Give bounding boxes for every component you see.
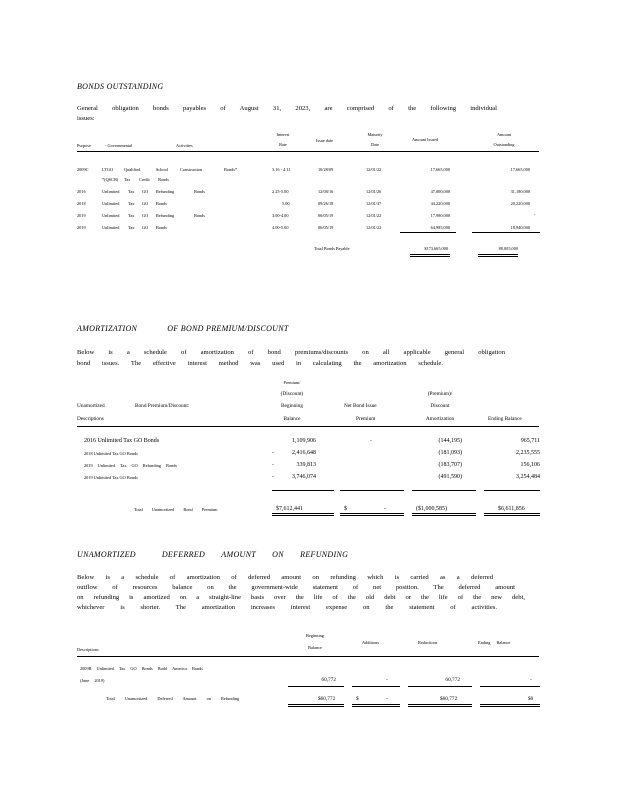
- amort-net-total-double-rule: [340, 513, 404, 516]
- table-row: 2019 Unlimited Tax GO Refunding Bonds: [84, 463, 178, 468]
- issued-subtotal-rule: [400, 232, 456, 233]
- row-outstanding: 31,180,000: [510, 189, 530, 194]
- amort-row-beg: 2,416,648: [292, 450, 316, 456]
- amort-col-net-2: Premium: [356, 416, 376, 422]
- row-type: Unlimited: [102, 189, 120, 194]
- deferred-col-red: Reductions: [418, 640, 438, 645]
- deferred-row-red: 60,772: [445, 677, 460, 683]
- row-desc: Construction: [180, 167, 203, 172]
- col-issue-date: Issue date: [316, 138, 334, 143]
- amort-col-beg-4: Balance: [283, 416, 301, 422]
- amort-col-bond-prem: Bond Premium/Discount:: [135, 403, 190, 409]
- amort-header-rule: [77, 426, 539, 427]
- table-row: 2018 Unlimited Tax GO Bonds: [84, 451, 138, 456]
- deferred-col-beg-1: Beginning: [306, 633, 324, 638]
- amort-col-am-3: Amortization: [425, 416, 455, 422]
- amort-total-end: $6,611,856: [498, 506, 525, 512]
- amort-row-end: 3,254,484: [516, 474, 540, 480]
- amort-row-beg: 3,746,074: [292, 474, 316, 480]
- row-issued: 47,000,000: [430, 189, 450, 194]
- col-governmental: - Governmental: [105, 143, 133, 148]
- deferred-header-rule: [77, 656, 539, 657]
- amort-title: [77, 324, 289, 333]
- table-row: 2016 Unlimited Tax GO Bonds: [84, 438, 160, 444]
- row-issue-date: 09/26/18: [318, 201, 334, 206]
- row-desc: Tax: [128, 213, 135, 218]
- amort-row-amort: (181,093): [438, 450, 462, 456]
- row-rate: 5.00: [282, 201, 290, 206]
- deferred-end-subtotal-rule: [480, 686, 540, 687]
- amort-row-beg: 339,813: [296, 462, 316, 468]
- deferred-title-a: UNAMORTIZED: [77, 550, 136, 559]
- amort-col-end: Ending Balance: [488, 416, 522, 422]
- col-interest-2: Rate: [279, 142, 287, 147]
- outstanding-subtotal-rule: [472, 232, 540, 233]
- deferred-intro-line2: outflow of resources balance on the government-wide statement of net position. The deferred amount: [77, 584, 515, 591]
- row-desc: Bonds: [194, 189, 205, 194]
- amort-am-total-double-rule: [412, 513, 476, 516]
- amort-row-dash: -: [272, 450, 274, 456]
- deferred-intro-line1: Below is a schedule of amortization of deferred amount on refunding which is carried as a deferred: [77, 574, 493, 581]
- row-year: 2009C: [77, 167, 89, 172]
- amort-intro-line1: Below is a schedule of amortization of bond premiums/discounts on all applicable general obligation: [77, 349, 505, 356]
- amort-total-label: Total Unamortized Bond Premium: [134, 507, 218, 512]
- row-type: *(QSCB): [102, 177, 119, 182]
- row-issue-date: 06/05/19: [318, 225, 334, 230]
- deferred-total-red: $60,772: [440, 696, 458, 702]
- row-desc: GO: [142, 201, 149, 206]
- col-maturity-1: Maturity: [367, 132, 383, 137]
- row-desc: School: [156, 167, 168, 172]
- row-year: 2018: [77, 201, 86, 206]
- amort-row-end: 156,106: [520, 462, 540, 468]
- amort-row-dash: -: [272, 462, 274, 468]
- amort-title-b: OF BOND PREMIUM/DISCOUNT: [167, 324, 289, 333]
- amort-end-total-double-rule: [484, 513, 540, 516]
- row-type: Unlimited: [102, 225, 120, 230]
- deferred-red-total-double-rule: [408, 704, 472, 707]
- row-desc: GO: [142, 189, 149, 194]
- row-year: 2016: [77, 189, 86, 194]
- deferred-end-total-double-rule: [480, 704, 540, 707]
- row-desc: Tax: [128, 201, 135, 206]
- row-desc: Bonds: [194, 213, 205, 218]
- row-rate: 4.00-5.00: [272, 225, 289, 230]
- row-maturity: 12/01/22: [366, 225, 382, 230]
- amort-beg-subtotal-rule: [272, 490, 334, 491]
- amort-total-net-sym: $: [344, 506, 347, 512]
- row-issue-date: 12/08/16: [318, 189, 334, 194]
- col-maturity-2: Date: [370, 142, 380, 147]
- bonds-total-issued: $173,665,000: [424, 246, 448, 251]
- deferred-total-add-sym: $: [356, 696, 359, 702]
- row-desc: Refunding: [156, 213, 175, 218]
- row-maturity: 12/01/26: [366, 189, 382, 194]
- deferred-total-label: Total Unamortized Deferred Amount on Refunding: [106, 696, 240, 701]
- row-maturity: 12/01/22: [366, 213, 382, 218]
- amort-col-am-1: (Premium)/: [427, 391, 453, 397]
- amort-total-amort: ($1,000,585): [416, 506, 447, 512]
- deferred-row-desc-2: (June 2019): [80, 678, 105, 683]
- row-year: 2019: [77, 213, 86, 218]
- row-desc: Bonds: [156, 225, 167, 230]
- deferred-beg-subtotal-rule: [288, 686, 344, 687]
- deferred-row-end: -: [530, 677, 532, 683]
- amort-row-beg: 1,109,906: [292, 438, 316, 444]
- row-issued: 17,665,000: [430, 167, 450, 172]
- amort-col-descriptions: Descriptions: [77, 416, 104, 422]
- col-purpose: Purpose: [77, 143, 91, 148]
- amort-row-dash: -: [272, 474, 274, 480]
- bonds-title: BONDS OUTSTANDING: [77, 82, 164, 91]
- bonds-intro-line2: issues:: [77, 115, 95, 122]
- row-outstanding: 20,220,000: [510, 201, 530, 206]
- bonds-total-label: Total Bonds Payable: [314, 246, 350, 251]
- issued-total-double-rule: [410, 254, 450, 257]
- deferred-total-beg: $60,772: [318, 696, 336, 702]
- row-issued: 17,980,000: [430, 213, 450, 218]
- deferred-intro-line3: on refunding is amortized on a straight-line basis over the life of the old debt or the life of the new debt,: [77, 594, 525, 601]
- amort-end-subtotal-rule: [484, 490, 540, 491]
- col-outstanding-1: Amount: [496, 132, 512, 137]
- amort-total-beg: $7,612,441: [276, 506, 303, 512]
- amort-row-end: 965,711: [520, 438, 540, 444]
- row-type: Unlimited: [102, 201, 120, 206]
- row-dash: -: [534, 212, 536, 217]
- bonds-header-rule: [77, 151, 539, 152]
- row-desc: Tax: [128, 225, 135, 230]
- table-row: [77, 167, 88, 172]
- deferred-row-beg: 60,772: [321, 677, 336, 683]
- row-desc: Tax: [124, 177, 131, 182]
- outstanding-total-double-rule: [478, 254, 518, 257]
- row-desc: GO: [142, 213, 149, 218]
- table-row: 2009B Unlimited Tax GO Bonds Build America Bonds: [80, 666, 203, 671]
- amort-col-beg-3: Beginning: [280, 403, 304, 409]
- deferred-title: [77, 550, 348, 559]
- amort-title-a: AMORTIZATION: [77, 324, 138, 333]
- deferred-add-subtotal-rule: [352, 686, 400, 687]
- deferred-title-b: DEFERRED AMOUNT ON REFUNDING: [161, 550, 349, 559]
- amort-col-net-1: Net Bond Issue: [344, 403, 377, 409]
- col-activities: Activities: [176, 143, 193, 148]
- row-type: LTGO: [102, 167, 114, 172]
- amort-beg-total-double-rule: [272, 513, 334, 516]
- deferred-red-subtotal-rule: [408, 686, 472, 687]
- amort-col-unamortized: Unamortized: [77, 403, 105, 409]
- amort-total-net: -: [384, 506, 386, 512]
- deferred-total-end: $0: [528, 696, 534, 702]
- row-desc: Bonds: [158, 177, 169, 182]
- row-issue-date: 10/28/09: [318, 167, 334, 172]
- amort-row-amort: (183,707): [438, 462, 462, 468]
- amort-net-subtotal-rule: [340, 490, 404, 491]
- row-maturity: 12/01/22: [366, 167, 382, 172]
- deferred-col-beg-2: Balance: [308, 645, 322, 650]
- row-issued: 44,220,000: [430, 201, 450, 206]
- col-outstanding-2: Outstanding: [493, 142, 515, 147]
- table-row: 2019 Unlimited Tax GO Bonds: [84, 475, 138, 480]
- amort-row-amort: (491,590): [438, 474, 462, 480]
- row-rate: 3.00-4.00: [272, 213, 289, 218]
- row-type: Unlimited: [102, 213, 120, 218]
- row-desc: Credit: [139, 177, 150, 182]
- deferred-add-total-double-rule: [352, 704, 400, 707]
- row-desc: Tax: [128, 189, 135, 194]
- row-outstanding: 17,665,000: [510, 167, 530, 172]
- deferred-col-descriptions: Descriptions: [77, 647, 99, 652]
- amort-row-end: 2,235,555: [516, 450, 540, 456]
- deferred-col-end: Ending Balance: [478, 640, 511, 645]
- row-outstanding: 18,940,000: [510, 225, 530, 230]
- row-rate: 3.16 - 4.11: [272, 167, 291, 172]
- amort-col-beg-2: (Discount): [280, 391, 304, 397]
- row-desc: Qualified: [124, 167, 141, 172]
- deferred-col-add: Additions: [362, 640, 379, 645]
- row-desc: GO: [142, 225, 149, 230]
- row-year: 2019: [77, 225, 86, 230]
- deferred-row-add: -: [386, 677, 388, 683]
- amort-am-subtotal-rule: [412, 490, 476, 491]
- amort-row-net: -: [370, 438, 372, 444]
- amort-col-am-2: Discount: [430, 403, 450, 409]
- col-interest-1: Interest: [276, 132, 290, 137]
- row-desc: Bonds*: [224, 167, 238, 172]
- row-issue-date: 06/05/19: [318, 213, 334, 218]
- amort-row-amort: (144,195): [438, 438, 462, 444]
- amort-col-beg-1: Premium/: [283, 380, 301, 385]
- amort-intro-line2: bond issues. The effective interest method was used in calculating the amortization schedule.: [77, 360, 443, 367]
- row-desc: Refunding: [156, 189, 175, 194]
- bonds-intro-line1: General obligation bonds payables of August 31, 2023, are comprised of the following individual: [77, 105, 497, 112]
- row-desc: Bonds: [156, 201, 167, 206]
- row-issued: 64,985,000: [430, 225, 450, 230]
- row-rate: 2.25-5.00: [272, 189, 289, 194]
- deferred-intro-line4: whichever is shorter. The amortization increases interest expense on the statement of activities.: [77, 604, 497, 611]
- col-amount-issued: Amount Issued: [412, 137, 439, 142]
- bonds-total-outstanding: 88,005,000: [498, 246, 518, 251]
- row-maturity: 12/01/37: [366, 201, 382, 206]
- deferred-total-add: -: [386, 696, 388, 702]
- deferred-beg-total-double-rule: [288, 704, 344, 707]
